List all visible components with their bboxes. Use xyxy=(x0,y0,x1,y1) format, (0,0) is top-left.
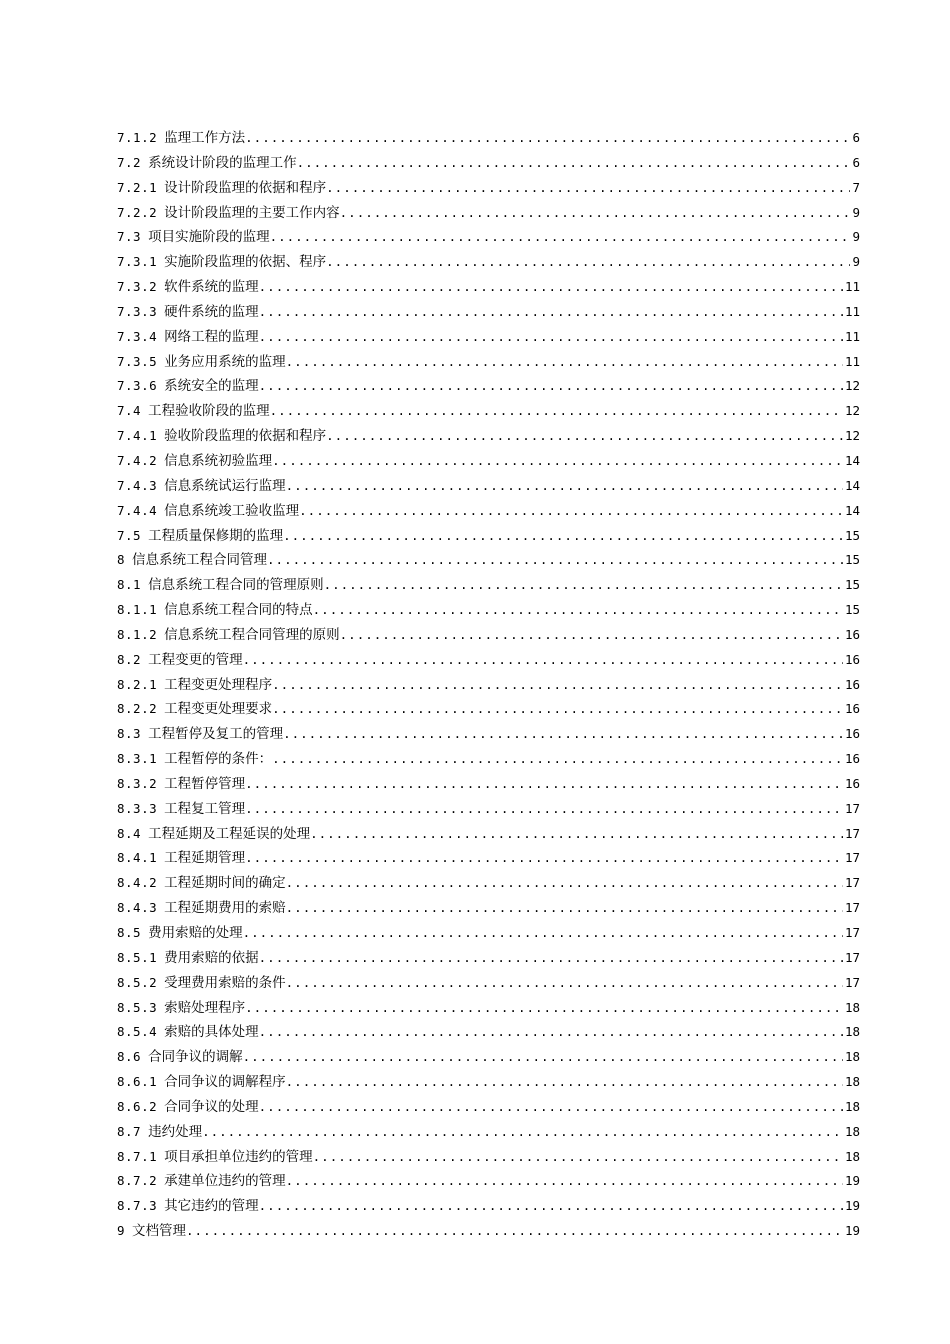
toc-entry-title: 工程延期及工程延误的处理 xyxy=(148,825,311,842)
toc-entry-number: 7.5 xyxy=(117,527,142,543)
toc-entry-page-number: 11 xyxy=(844,303,860,319)
toc-entry-number: 7.2.2 xyxy=(117,204,158,220)
toc-entry[interactable] xyxy=(117,648,860,673)
toc-entry-page-number: 6 xyxy=(852,130,860,145)
toc-entry-title: 系统安全的监理 xyxy=(164,378,259,395)
toc-entry[interactable] xyxy=(117,1045,860,1070)
toc-entry-title: 工程验收阶段的监理 xyxy=(148,403,270,420)
toc-dot-leader xyxy=(286,1070,843,1095)
toc-entry-page-number: 18 xyxy=(844,1123,860,1139)
toc-entry[interactable] xyxy=(117,449,860,474)
toc-entry-page-number: 11 xyxy=(844,353,860,369)
toc-entry-title: 工程变更的管理 xyxy=(148,651,243,668)
toc-entry-title: 工程延期时间的确定 xyxy=(164,875,286,892)
toc-entry[interactable] xyxy=(117,548,860,573)
toc-entry[interactable] xyxy=(117,250,860,275)
toc-dot-leader xyxy=(286,971,843,996)
toc-entry-page-number: 17 xyxy=(844,825,860,841)
toc-entry-page-number: 16 xyxy=(844,701,860,717)
toc-entry[interactable] xyxy=(117,846,860,871)
toc-entry-page-number: 16 xyxy=(844,775,860,791)
toc-dot-leader xyxy=(286,350,843,375)
toc-dot-leader xyxy=(243,921,843,946)
toc-entry-page-number: 9 xyxy=(852,254,860,270)
toc-entry-number: 7.3.2 xyxy=(117,279,158,295)
toc-entry-page-number: 14 xyxy=(844,477,860,493)
toc-dot-leader xyxy=(340,623,843,648)
toc-entry-title: 实施阶段监理的依据、程序 xyxy=(164,254,327,271)
toc-entry-page-number: 17 xyxy=(844,925,860,940)
toc-entry-page-number: 11 xyxy=(844,328,860,344)
toc-entry-page-number: 18 xyxy=(844,1049,860,1065)
toc-entry-page-number: 12 xyxy=(844,428,860,444)
toc-entry-page-number: 6 xyxy=(852,154,860,170)
toc-entry-title: 工程变更处理要求 xyxy=(164,701,273,718)
toc-entry[interactable] xyxy=(117,772,860,797)
toc-entry-page-number: 17 xyxy=(844,875,860,891)
toc-entry-title: 索赔的具体处理 xyxy=(164,1024,259,1041)
toc-entry-title: 违约处理 xyxy=(148,1123,203,1140)
toc-dot-leader xyxy=(313,1145,843,1170)
toc-entry-page-number: 18 xyxy=(844,1148,860,1164)
toc-entry[interactable] xyxy=(117,971,860,996)
toc-entry-title: 合同争议的调解程序 xyxy=(164,1074,286,1091)
toc-entry-page-number: 16 xyxy=(844,726,860,742)
toc-entry[interactable] xyxy=(117,201,860,226)
toc-entry-title: 受理费用索赔的条件 xyxy=(164,974,286,991)
toc-entry-title: 文档管理 xyxy=(132,1223,187,1240)
toc-entry-page-number: 14 xyxy=(844,452,860,468)
toc-entry-number: 7.4.2 xyxy=(117,452,158,468)
toc-entry-number: 8.5.4 xyxy=(117,1024,158,1040)
toc-dot-leader xyxy=(259,1020,843,1045)
toc-entry-title: 工程质量保修期的监理 xyxy=(148,527,284,544)
toc-entry-number: 8.1.1 xyxy=(117,602,158,618)
toc-entry-page-number: 15 xyxy=(844,552,860,568)
toc-entry-page-number: 19 xyxy=(844,1223,860,1239)
toc-entry-number: 7.3.1 xyxy=(117,254,158,270)
toc-dot-leader xyxy=(310,822,843,847)
toc-entry-number: 7.3.3 xyxy=(117,303,158,319)
toc-entry[interactable] xyxy=(117,474,860,499)
toc-entry[interactable] xyxy=(117,1020,860,1045)
toc-entry-number: 8.1.2 xyxy=(117,626,158,642)
toc-entry-page-number: 18 xyxy=(844,1074,860,1090)
toc-dot-leader xyxy=(326,176,850,201)
toc-entry[interactable] xyxy=(117,1194,860,1219)
toc-entry-page-number: 12 xyxy=(844,378,860,394)
toc-entry-page-number: 17 xyxy=(844,974,860,990)
toc-entry-title: 工程延期费用的索赔 xyxy=(164,900,286,917)
toc-entry-title: 工程暂停及复工的管理 xyxy=(148,726,284,743)
toc-entry-title: 验收阶段监理的依据和程序 xyxy=(164,428,327,445)
toc-entry-title: 项目实施阶段的监理 xyxy=(148,229,270,246)
toc-entry-page-number: 16 xyxy=(844,651,860,667)
toc-entry[interactable] xyxy=(117,871,860,896)
toc-entry[interactable] xyxy=(117,747,860,772)
toc-dot-leader xyxy=(286,474,843,499)
toc-entry-number: 8.6 xyxy=(117,1049,142,1065)
toc-entry-title: 业务应用系统的监理 xyxy=(164,353,286,370)
toc-entry[interactable] xyxy=(117,300,860,325)
toc-entry-number: 7.4.4 xyxy=(117,502,158,518)
toc-entry[interactable] xyxy=(117,1095,860,1120)
toc-entry-title: 工程复工管理 xyxy=(164,800,246,817)
toc-dot-leader xyxy=(283,722,843,747)
toc-entry-page-number: 17 xyxy=(844,900,860,916)
toc-entry-title: 工程变更处理程序 xyxy=(164,676,273,693)
toc-entry-page-number: 16 xyxy=(844,626,860,642)
toc-dot-leader xyxy=(245,772,843,797)
toc-entry-title: 设计阶段监理的依据和程序 xyxy=(164,179,327,196)
toc-entry-number: 8.5.2 xyxy=(117,974,158,990)
toc-entry-number: 8.3.1 xyxy=(117,751,158,767)
toc-entry-title: 信息系统初验监理 xyxy=(164,452,273,469)
toc-entry[interactable] xyxy=(117,996,860,1021)
toc-entry-title: 承建单位违约的管理 xyxy=(164,1173,286,1190)
toc-entry[interactable] xyxy=(117,921,860,946)
toc-entry-number: 8.3 xyxy=(117,726,142,742)
toc-entry-number: 7.2.1 xyxy=(117,179,158,195)
toc-entry-title: 软件系统的监理 xyxy=(164,279,259,296)
toc-entry-number: 8.4.1 xyxy=(117,850,158,866)
toc-entry-page-number: 19 xyxy=(844,1173,860,1189)
toc-entry-number: 8.5.3 xyxy=(117,999,158,1015)
toc-entry[interactable] xyxy=(117,946,860,971)
toc-dot-leader xyxy=(272,697,843,722)
toc-entry-page-number: 17 xyxy=(844,850,860,866)
toc-entry[interactable] xyxy=(117,225,860,250)
toc-entry-number: 7.2 xyxy=(117,154,142,170)
toc-dot-leader xyxy=(324,573,843,598)
toc-entry-number: 8.7.3 xyxy=(117,1198,158,1214)
toc-entry[interactable] xyxy=(117,1120,860,1145)
toc-entry[interactable] xyxy=(117,176,860,201)
toc-dot-leader xyxy=(267,548,843,573)
toc-entry[interactable] xyxy=(117,1145,860,1170)
toc-entry-title: 信息系统试运行监理 xyxy=(164,477,286,494)
toc-dot-leader xyxy=(272,673,843,698)
toc-entry-number: 7.4.3 xyxy=(117,477,158,493)
toc-entry-title: 硬件系统的监理 xyxy=(164,303,259,320)
toc-entry-number: 8.6.2 xyxy=(117,1098,158,1114)
toc-entry-number: 8.4.2 xyxy=(117,875,158,891)
toc-entry-number: 8.4.3 xyxy=(117,900,158,916)
toc-entry-number: 8 xyxy=(117,552,126,568)
toc-dot-leader xyxy=(259,1095,843,1120)
toc-entry[interactable] xyxy=(117,697,860,722)
toc-dot-leader xyxy=(186,1219,843,1244)
toc-entry-number: 8.1 xyxy=(117,577,142,593)
toc-entry-title: 网络工程的监理 xyxy=(164,328,259,345)
toc-dot-leader xyxy=(243,648,843,673)
toc-dot-leader xyxy=(340,201,851,226)
toc-entry-number: 7.4.1 xyxy=(117,428,158,444)
toc-entry-title: 其它违约的管理 xyxy=(164,1198,259,1215)
toc-dot-leader xyxy=(286,896,843,921)
toc-dot-leader xyxy=(297,151,851,176)
toc-entry-number: 8.3.2 xyxy=(117,775,158,791)
toc-entry[interactable] xyxy=(117,151,860,176)
toc-entry[interactable] xyxy=(117,275,860,300)
toc-dot-leader xyxy=(272,747,843,772)
toc-entry-title: 监理工作方法 xyxy=(164,130,246,146)
toc-dot-leader xyxy=(259,325,843,350)
toc-entry-number: 7.3.5 xyxy=(117,353,158,369)
toc-entry[interactable] xyxy=(117,424,860,449)
toc-entry[interactable] xyxy=(117,399,860,424)
toc-entry[interactable] xyxy=(117,623,860,648)
toc-entry-page-number: 18 xyxy=(844,1098,860,1114)
toc-entry-page-number: 15 xyxy=(844,602,860,618)
toc-entry[interactable] xyxy=(117,722,860,747)
toc-entry-number: 8.5 xyxy=(117,925,142,940)
toc-entry-number: 8.7.1 xyxy=(117,1148,158,1164)
toc-entry-number: 8.5.1 xyxy=(117,949,158,965)
toc-entry[interactable] xyxy=(117,126,860,151)
toc-entry[interactable] xyxy=(117,524,860,549)
toc-entry-page-number: 16 xyxy=(844,751,860,767)
toc-dot-leader xyxy=(283,524,843,549)
toc-entry[interactable] xyxy=(117,325,860,350)
toc-entry-title: 项目承担单位违约的管理 xyxy=(164,1148,313,1165)
toc-entry-title: 工程暂停管理 xyxy=(164,775,246,792)
toc-entry[interactable] xyxy=(117,1219,860,1244)
toc-entry-title: 工程延期管理 xyxy=(164,850,246,867)
toc-entry-title: 信息系统工程合同管理的原则 xyxy=(164,626,340,643)
toc-entry-number: 8.7 xyxy=(117,1123,142,1139)
toc-entry-number: 8.2.2 xyxy=(117,701,158,717)
toc-dot-leader xyxy=(259,300,843,325)
toc-entry-page-number: 15 xyxy=(844,577,860,593)
toc-dot-leader xyxy=(259,374,843,399)
toc-entry-page-number: 18 xyxy=(844,999,860,1015)
toc-entry-number: 9 xyxy=(117,1223,126,1239)
toc-entry[interactable] xyxy=(117,896,860,921)
toc-dot-leader xyxy=(270,225,851,250)
toc-entry-page-number: 17 xyxy=(844,949,860,965)
toc-dot-leader xyxy=(245,996,843,1021)
toc-entry[interactable] xyxy=(117,822,860,847)
toc-dot-leader xyxy=(245,797,843,822)
toc-entry-page-number: 7 xyxy=(852,179,860,195)
toc-entry[interactable] xyxy=(117,374,860,399)
toc-entry[interactable] xyxy=(117,573,860,598)
toc-entry-title: 信息系统工程合同的管理原则 xyxy=(148,577,324,594)
toc-dot-leader xyxy=(270,399,843,424)
toc-dot-leader xyxy=(259,946,843,971)
toc-entry[interactable] xyxy=(117,499,860,524)
toc-entry-page-number: 11 xyxy=(844,279,860,295)
toc-dot-leader xyxy=(313,598,843,623)
toc-entry[interactable] xyxy=(117,1169,860,1194)
toc-dot-leader xyxy=(202,1120,843,1145)
toc-entry-title: 信息系统工程合同管理 xyxy=(132,552,268,569)
toc-entry-page-number: 19 xyxy=(844,1198,860,1214)
toc-dot-leader xyxy=(326,250,850,275)
toc-entry-number: 8.2.1 xyxy=(117,676,158,692)
toc-dot-leader xyxy=(272,449,843,474)
toc-dot-leader xyxy=(286,1169,843,1194)
toc-entry[interactable] xyxy=(117,598,860,623)
toc-entry[interactable] xyxy=(117,1070,860,1095)
toc-entry-page-number: 9 xyxy=(852,229,860,245)
toc-dot-leader xyxy=(259,1194,843,1219)
toc-entry-number: 7.3 xyxy=(117,229,142,245)
toc-entry-title: 设计阶段监理的主要工作内容 xyxy=(164,204,340,221)
toc-entry-page-number: 18 xyxy=(844,1024,860,1040)
toc-entry-number: 8.3.3 xyxy=(117,800,158,816)
table-of-contents xyxy=(117,126,860,1244)
toc-entry-page-number: 12 xyxy=(844,403,860,419)
toc-dot-leader xyxy=(243,1045,843,1070)
toc-entry-title: 费用索赔的依据 xyxy=(164,949,259,966)
toc-entry-title: 合同争议的调解 xyxy=(148,1049,243,1066)
toc-entry[interactable] xyxy=(117,673,860,698)
toc-entry-number: 8.6.1 xyxy=(117,1074,158,1090)
toc-entry-number: 8.4 xyxy=(117,825,142,841)
toc-entry-number: 7.1.2 xyxy=(117,130,158,145)
toc-entry-title: 工程暂停的条件： xyxy=(164,751,273,768)
toc-dot-leader xyxy=(245,126,850,151)
toc-entry-number: 8.7.2 xyxy=(117,1173,158,1189)
toc-entry-title: 费用索赔的处理 xyxy=(148,925,243,941)
toc-dot-leader xyxy=(326,424,843,449)
toc-entry-title: 信息系统工程合同的特点 xyxy=(164,602,313,619)
toc-entry-page-number: 14 xyxy=(844,502,860,518)
toc-entry-number: 7.3.6 xyxy=(117,378,158,394)
toc-entry[interactable] xyxy=(117,797,860,822)
toc-dot-leader xyxy=(245,846,843,871)
toc-entry-title: 信息系统竣工验收监理 xyxy=(164,502,300,519)
toc-entry-number: 7.4 xyxy=(117,403,142,419)
toc-dot-leader xyxy=(259,275,843,300)
toc-entry-page-number: 15 xyxy=(844,527,860,543)
toc-entry-page-number: 16 xyxy=(844,676,860,692)
toc-entry-title: 系统设计阶段的监理工作 xyxy=(148,154,297,171)
toc-entry-number: 7.3.4 xyxy=(117,328,158,344)
toc-entry[interactable] xyxy=(117,350,860,375)
toc-dot-leader xyxy=(286,871,843,896)
toc-entry-title: 索赔处理程序 xyxy=(164,999,246,1016)
toc-dot-leader xyxy=(299,499,843,524)
toc-entry-page-number: 9 xyxy=(852,204,860,220)
toc-entry-number: 8.2 xyxy=(117,651,142,667)
toc-entry-page-number: 17 xyxy=(844,800,860,816)
toc-entry-title: 合同争议的处理 xyxy=(164,1098,259,1115)
